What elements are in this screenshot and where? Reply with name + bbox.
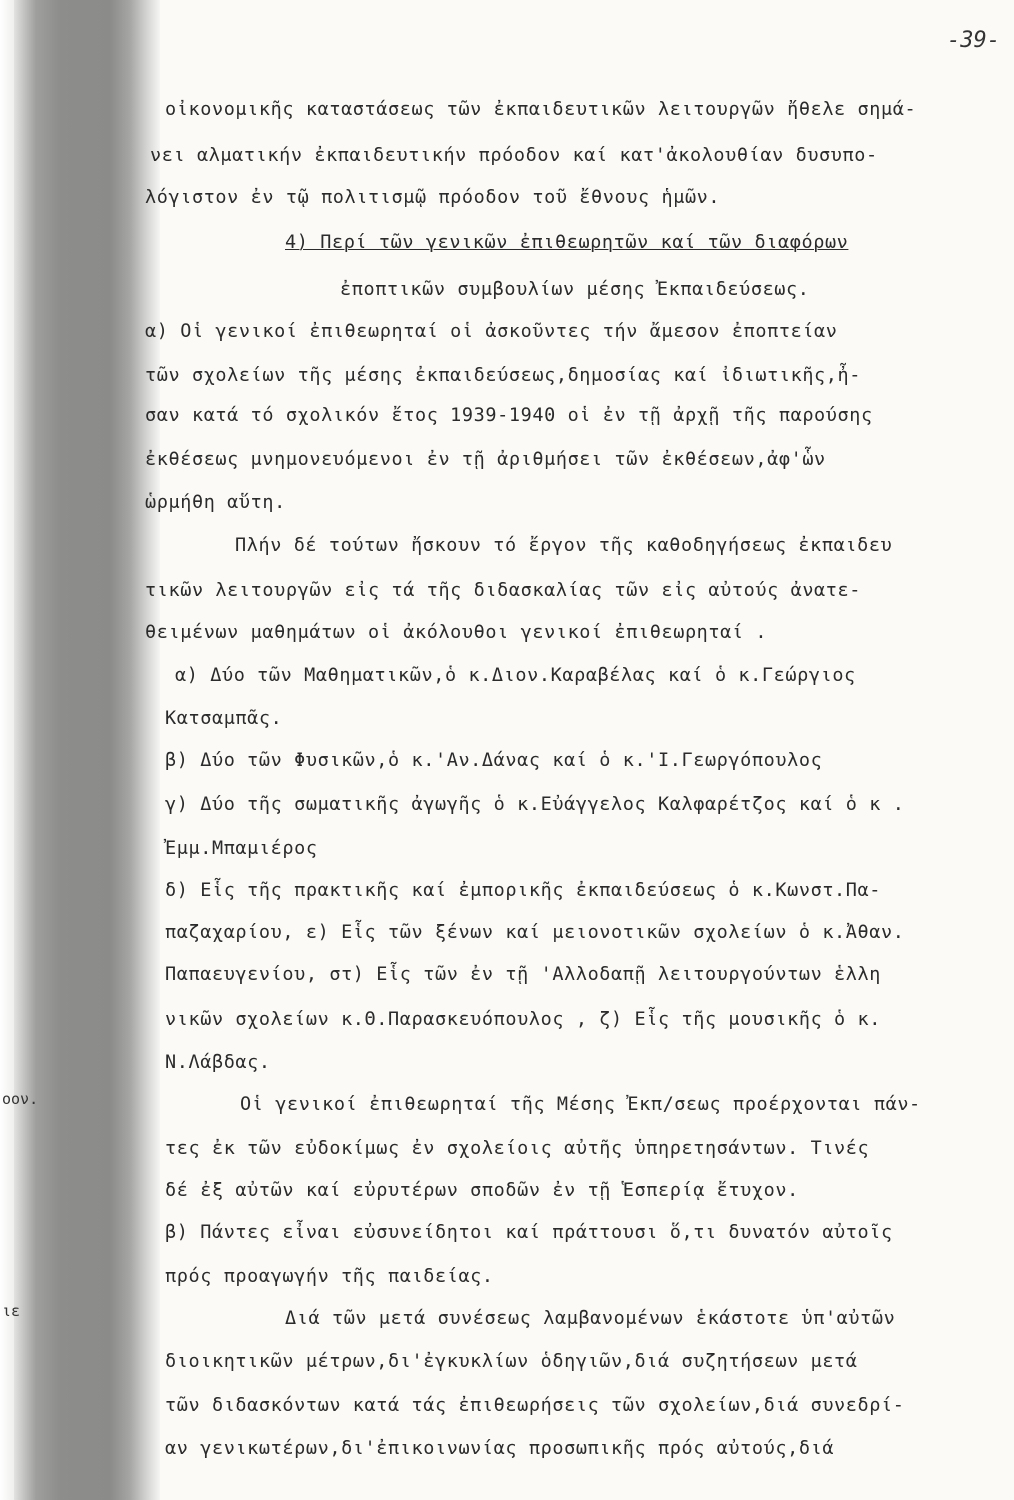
text-line: ὡρμήθη αὕτη. — [145, 492, 286, 513]
text-line: νει αλματικήν ἐκπαιδευτικήν πρόοδον καί κατ'ἀκολουθίαν δυσυπο- — [150, 145, 878, 166]
scan-edge — [0, 0, 14, 1500]
text-line: Διά τῶν μετά συνέσεως λαμβανομένων ἑκάστοτε ὑπ'αὐτῶν — [285, 1308, 896, 1329]
text-line: τῶν σχολείων τῆς μέσης ἐκπαιδεύσεως,δημοσίας καί ἰδιωτικῆς,ἦ- — [145, 365, 862, 386]
text-line: Ἐμμ.Μπαμιέρος — [165, 838, 318, 859]
section-heading-cont: ἐποπτικῶν συμβουλίων μέσης Ἐκπαιδεύσεως. — [340, 279, 810, 300]
text-line: γ) Δύο τῆς σωματικῆς ἀγωγῆς ὁ κ.Εὐάγγελος Καλφαρέτζος καί ὁ κ . — [165, 794, 905, 815]
scan-shadow-stripe — [0, 0, 160, 1500]
text-line: αν γενικωτέρων,δι'ἐπικοινωνίας προσωπικῆς πρός αὐτούς,διά — [165, 1438, 835, 1459]
text-line: Ν.Λάβδας. — [165, 1052, 271, 1073]
text-line: α) Δύο τῶν Μαθηματικῶν,ὁ κ.Διον.Καραβέλας καί ὁ κ.Γεώργιος — [175, 665, 856, 686]
text-line: πρός προαγωγήν τῆς παιδείας. — [165, 1266, 494, 1287]
text-line: λόγιστον ἐν τῷ πολιτισμῷ πρόοδον τοῦ ἔθνους ἡμῶν. — [145, 187, 721, 208]
text-line: διοικητικῶν μέτρων,δι'ἐγκυκλίων ὁδηγιῶν,διά συζητήσεων μετά — [165, 1351, 858, 1372]
text-line: Κατσαμπᾶς. — [165, 708, 283, 729]
margin-fragment: οον. — [2, 1090, 39, 1108]
section-heading-text: 4) Περί τῶν γενικῶν ἐπιθεωρητῶν καί τῶν διαφόρων — [285, 232, 849, 253]
text-line: ἐκθέσεως μνημονευόμενοι ἐν τῇ ἀριθμήσει τῶν ἐκθέσεων,ἀφ'ὧν — [145, 449, 826, 470]
text-line: β) Δύο τῶν Φυσικῶν,ὁ κ.'Αν.Δάνας καί ὁ κ.'Ι.Γεωργόπουλος — [165, 750, 823, 771]
text-line: α) Οἱ γενικοί ἐπιθεωρηταί οἱ ἀσκοῦντες τήν ἄμεσον ἐποπτείαν — [145, 321, 838, 342]
text-line: παζαχαρίου, ε) Εἷς τῶν ξένων καί μειονοτικῶν σχολείων ὁ κ.Ἀθαν. — [165, 922, 905, 943]
text-line: Παπαευγενίου, στ) Εἷς τῶν ἐν τῇ 'Αλλοδαπῇ λειτουργούντων ἑλλη — [165, 964, 882, 985]
text-line: οἰκονομικῆς καταστάσεως τῶν ἐκπαιδευτικῶν λειτουργῶν ἤθελε σημά- — [165, 99, 917, 120]
text-line: θειμένων μαθημάτων οἱ ἀκόλουθοι γενικοί ἐπιθεωρηταί . — [145, 622, 768, 643]
text-line: τες ἐκ τῶν εὐδοκίμως ἐν σχολείοις αὐτῆς ὑπηρετησάντων. Τινές — [165, 1138, 870, 1159]
section-heading — [285, 232, 848, 253]
page-number: -39- — [947, 28, 1000, 53]
text-line: τικῶν λειτουργῶν εἰς τά τῆς διδασκαλίας τῶν εἰς αὐτούς ἀνατε- — [145, 580, 862, 601]
text-line: δ) Εἷς τῆς πρακτικῆς καί ἐμπορικῆς ἐκπαιδεύσεως ὁ κ.Κωνστ.Πα- — [165, 880, 882, 901]
text-line: Πλήν δέ τούτων ἤσκουν τό ἔργον τῆς καθοδηγήσεως ἐκπαιδευ — [235, 535, 893, 556]
text-line: δέ ἐξ αὐτῶν καί εὐρυτέρων σποδῶν ἐν τῇ Ἑσπερίᾳ ἔτυχον. — [165, 1180, 799, 1201]
text-line: β) Πάντες εἶναι εὐσυνείδητοι καί πράττουσι ὅ,τι δυνατόν αὐτοῖς — [165, 1222, 893, 1243]
margin-fragment: ιε — [2, 1302, 21, 1320]
text-line: σαν κατά τό σχολικόν ἔτος 1939-1940 οἱ ἐν τῇ ἀρχῇ τῆς παρούσης — [145, 405, 873, 426]
text-line: τῶν διδασκόντων κατά τάς ἐπιθεωρήσεις τῶν σχολείων,διά συνεδρί- — [165, 1395, 905, 1416]
text-line: Οἱ γενικοί ἐπιθεωρηταί τῆς Μέσης Ἐκπ/σεως προέρχονται πάν- — [240, 1094, 921, 1115]
text-line: νικῶν σχολείων κ.Θ.Παρασκευόπουλος , ζ) Εἷς τῆς μουσικῆς ὁ κ. — [165, 1009, 882, 1030]
